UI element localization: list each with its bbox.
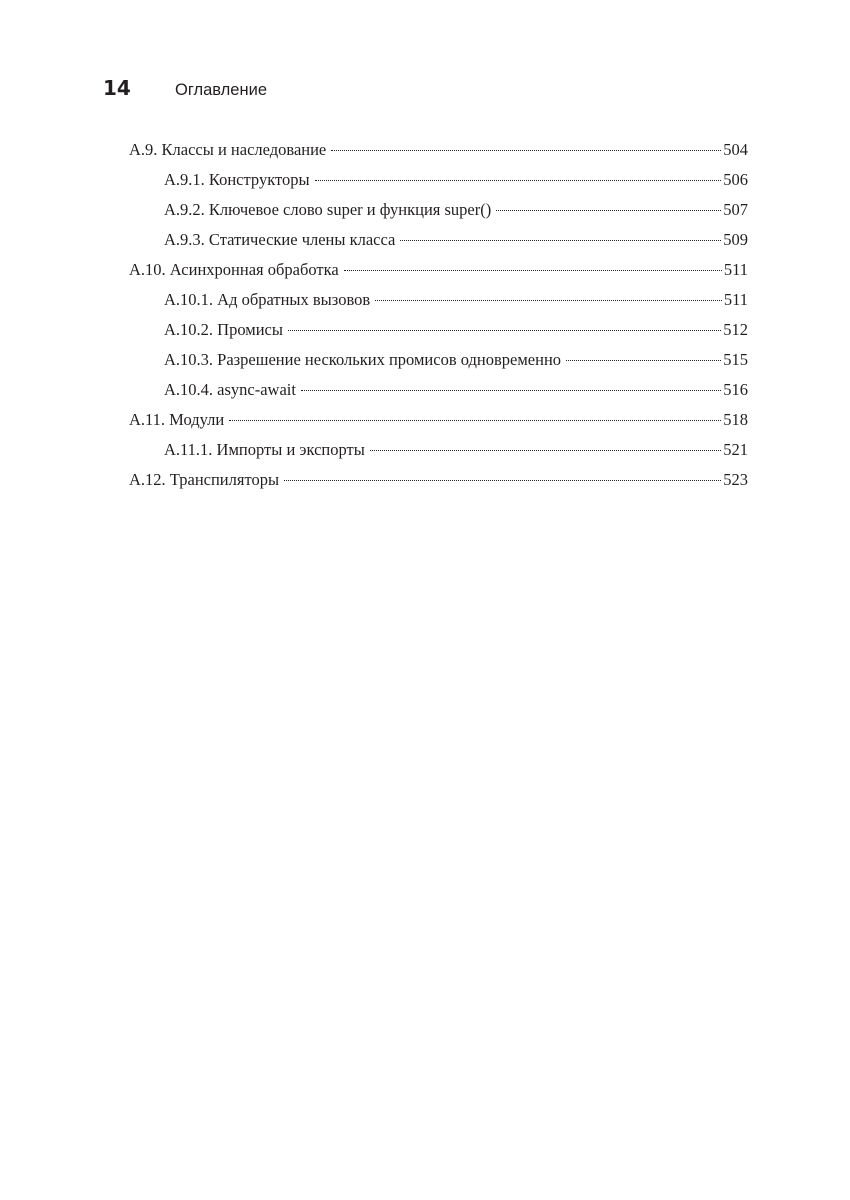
toc-page-number: 516 [723, 380, 748, 399]
toc-entry-a12[interactable] [129, 465, 748, 495]
toc-dot-leader [284, 480, 721, 481]
toc-entry-a10[interactable] [129, 255, 748, 285]
running-title: Оглавление [175, 81, 267, 99]
toc-entry-title: А.9. Классы и наследование [129, 140, 327, 159]
toc-entry-a9-3[interactable] [129, 225, 748, 255]
toc-entry-title: А.10. Асинхронная обработка [129, 260, 339, 279]
toc-page-number: 523 [723, 470, 748, 489]
toc-page-number: 521 [723, 440, 748, 459]
page-header [103, 76, 267, 106]
toc-dot-leader [566, 360, 721, 361]
toc-page-number: 515 [723, 350, 748, 369]
toc-page-number: 504 [723, 140, 748, 159]
toc-entry-title: А.9.3. Статические члены класса [164, 230, 396, 249]
toc-entry-title: А.10.4. async-await [164, 380, 296, 399]
toc-entry-a9-2[interactable] [129, 195, 748, 225]
toc-dot-leader [229, 420, 721, 421]
toc-entry-a9-1[interactable] [129, 165, 748, 195]
toc-entry-a10-1[interactable] [129, 285, 748, 315]
toc-entry-title: А.11.1. Импорты и экспорты [164, 440, 365, 459]
toc-page-number: 509 [723, 230, 748, 249]
toc-dot-leader [375, 300, 722, 301]
toc-entry-a9[interactable] [129, 135, 748, 165]
toc-entry-title: А.12. Транспиляторы [129, 470, 280, 489]
toc-entry-a10-2[interactable] [129, 315, 748, 345]
toc-page-number: 518 [723, 410, 748, 429]
toc-dot-leader [331, 150, 721, 151]
toc-entry-a10-3[interactable] [129, 345, 748, 375]
toc-page-number: 507 [723, 200, 748, 219]
toc-entry-title: А.10.1. Ад обратных вызовов [164, 290, 371, 309]
toc-entry-title: А.10.2. Промисы [164, 320, 283, 339]
toc-page-number: 511 [723, 260, 748, 279]
toc-entry-title: А.10.3. Разрешение нескольких промисов одновременно [164, 350, 562, 369]
toc-page-number: 512 [723, 320, 748, 339]
toc-entry-a11[interactable] [129, 405, 748, 435]
toc-entry-title: А.11. Модули [129, 410, 225, 429]
toc-dot-leader [496, 210, 721, 211]
toc-entry-title: А.9.1. Конструкторы [164, 170, 310, 189]
toc-page-number: 506 [723, 170, 748, 189]
toc-entry-a11-1[interactable] [129, 435, 748, 465]
toc-dot-leader [288, 330, 721, 331]
toc-page-number: 511 [723, 290, 748, 309]
toc-dot-leader [301, 390, 721, 391]
toc-entry-title: А.9.2. Ключевое слово super и функция super() [164, 200, 492, 219]
toc-entry-a10-4[interactable] [129, 375, 748, 405]
toc-dot-leader [370, 450, 721, 451]
toc-dot-leader [400, 240, 721, 241]
page-number: 14 [103, 76, 131, 100]
toc-dot-leader [315, 180, 722, 181]
table-of-contents [129, 135, 748, 495]
toc-dot-leader [344, 270, 722, 271]
